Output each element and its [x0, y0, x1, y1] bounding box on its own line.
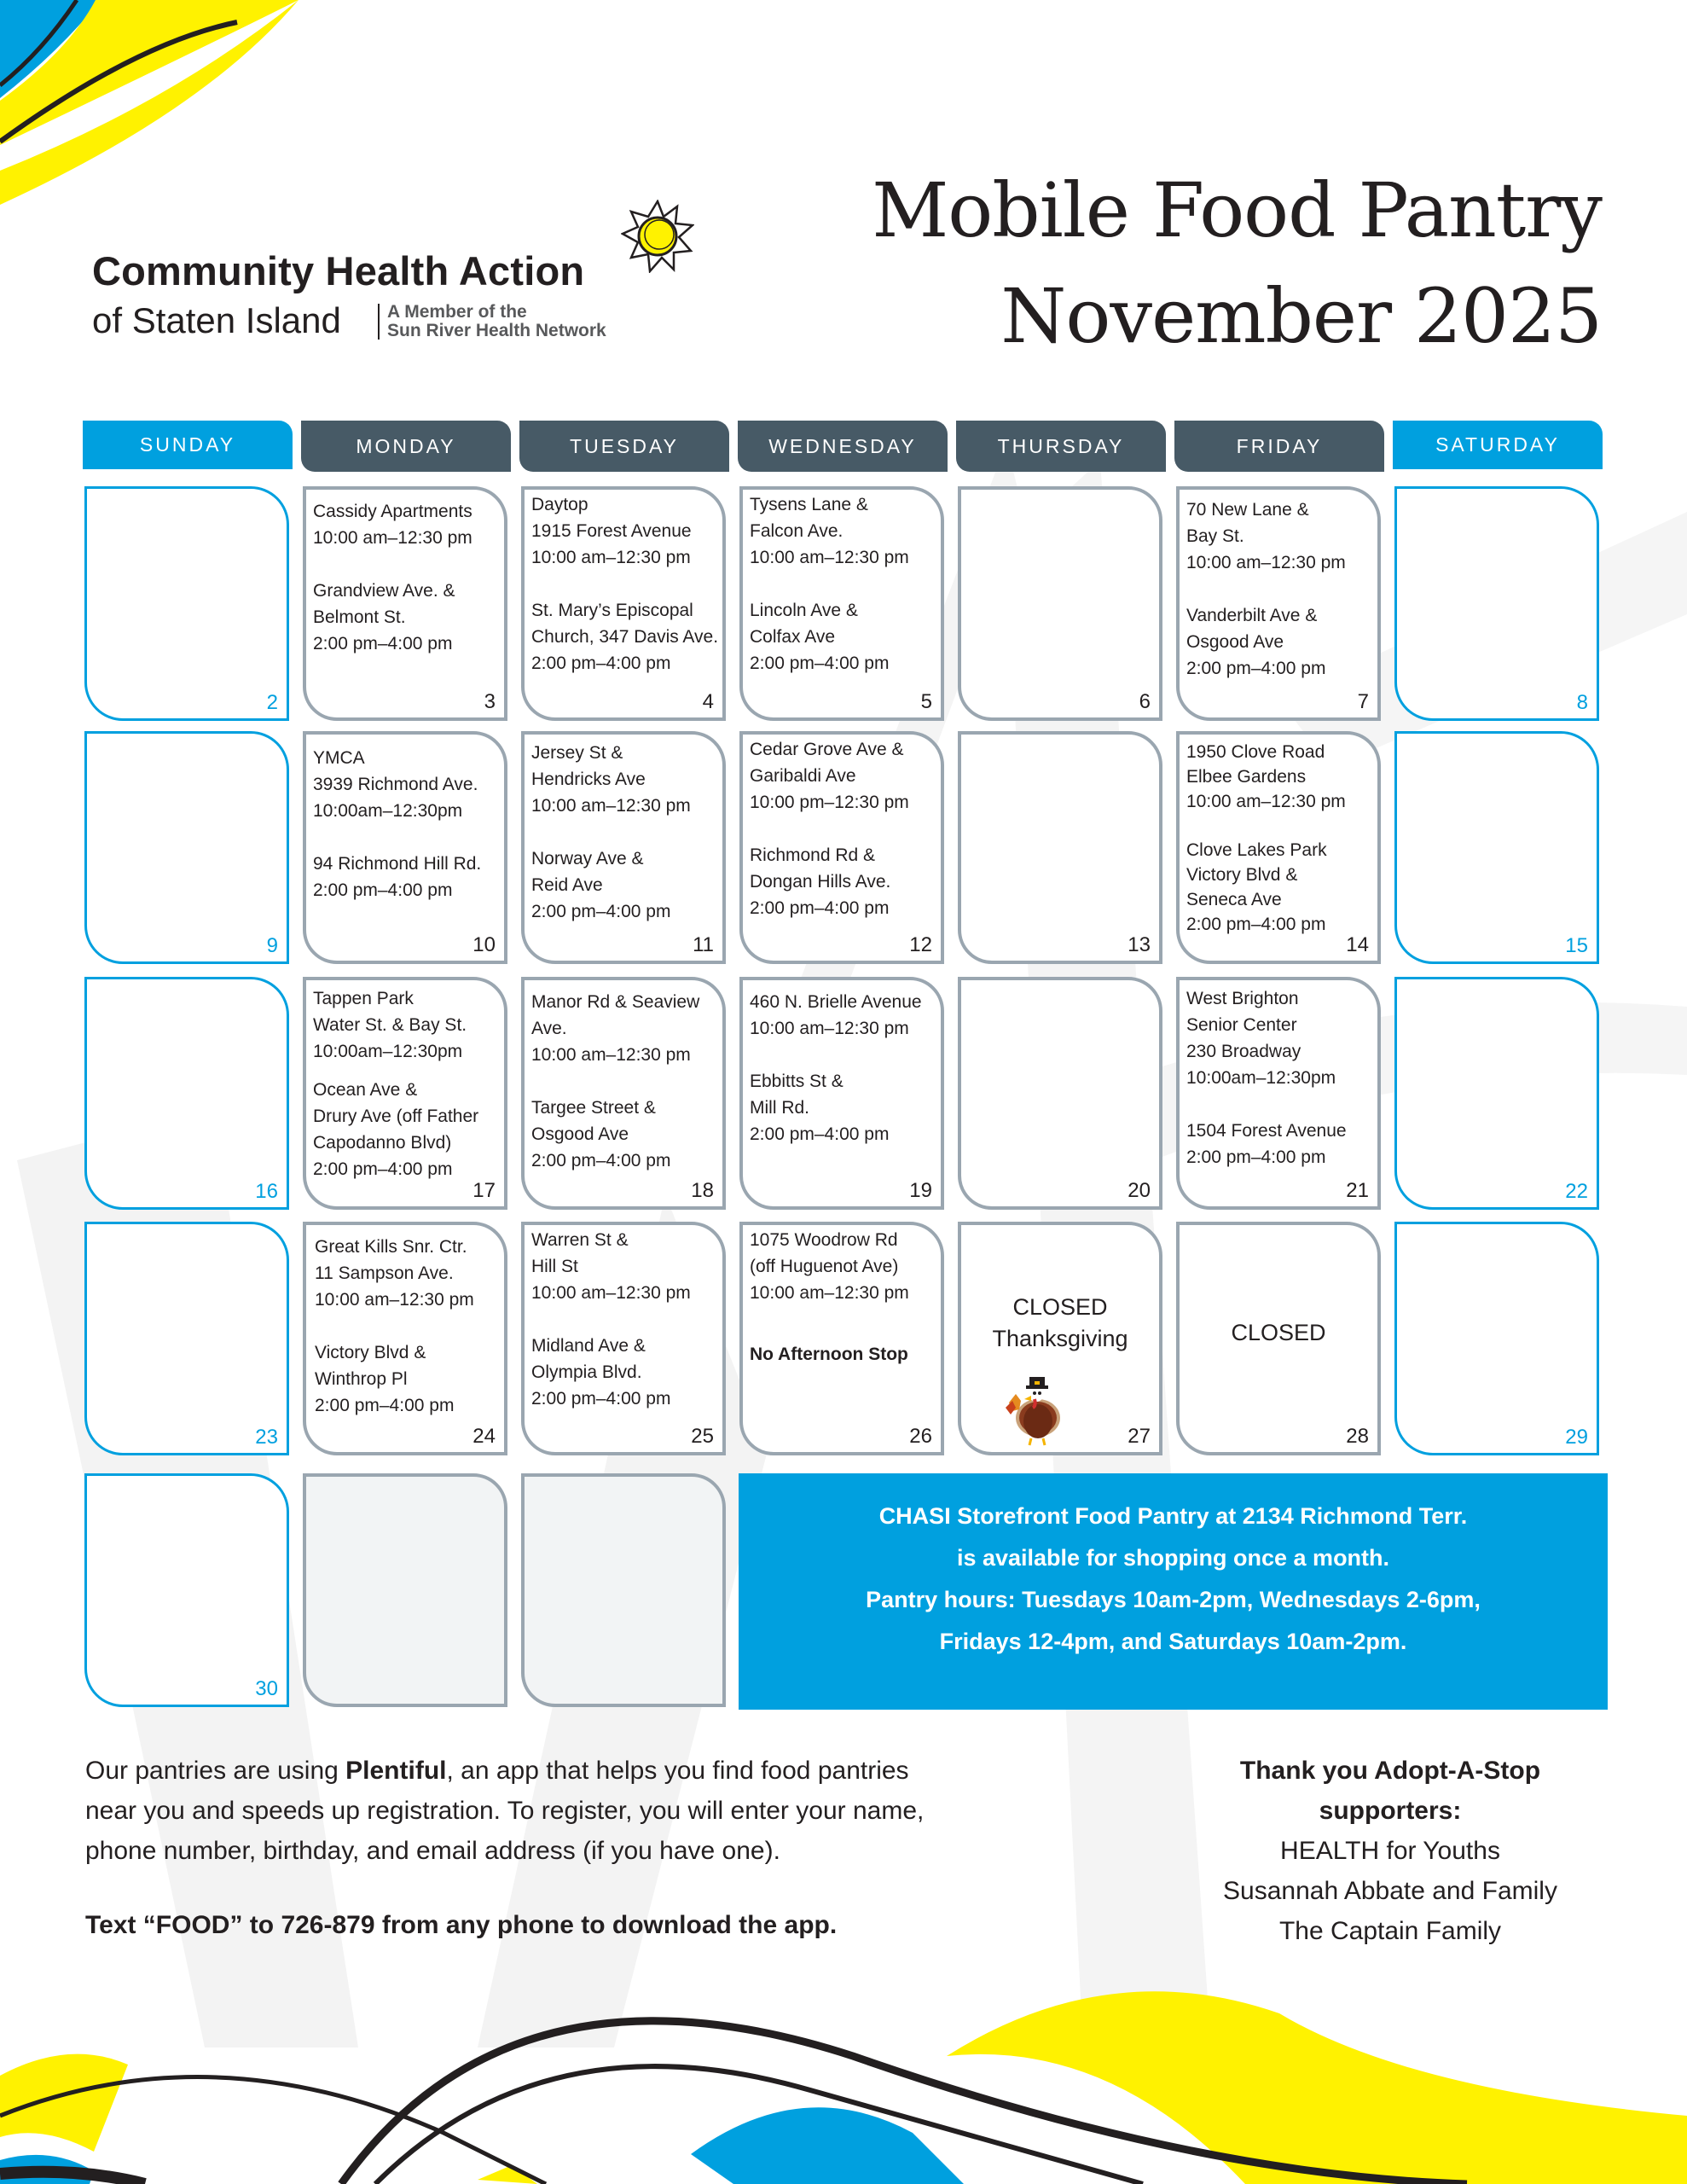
day-number: 7: [1357, 690, 1369, 713]
calendar-day-15[interactable]: [1394, 731, 1599, 964]
stop-time: 2:00 pm–4:00 pm: [531, 1151, 671, 1170]
logo-member-line2: Sun River Health Network: [387, 321, 606, 340]
stop-time: 2:00 pm–4:00 pm: [531, 653, 671, 673]
stop-time: 10:00 am–12:30 pm: [531, 796, 691, 816]
stop-time: 2:00 pm–4:00 pm: [315, 1396, 455, 1415]
stop-time: 10:00 am–12:30 pm: [750, 1019, 909, 1038]
stop-location: YMCA: [313, 748, 365, 768]
supporter-name: The Captain Family: [1278, 1917, 1502, 1945]
stop-time: 2:00 pm–4:00 pm: [1186, 1147, 1326, 1167]
stop-location: 230 Broadway: [1186, 1042, 1301, 1061]
stop-location: Belmont St.: [313, 607, 406, 627]
page-title-month: November 2025: [1000, 272, 1602, 360]
day-header-friday: FRIDAY: [1174, 421, 1384, 472]
stop-location: Hendricks Ave: [531, 770, 646, 789]
stop-location: Great Kills Snr. Ctr.: [315, 1237, 467, 1257]
day-number: 22: [1565, 1180, 1588, 1203]
stop-location: Hill St: [531, 1257, 578, 1276]
calendar-day-24[interactable]: [303, 1222, 507, 1455]
stop-time: 10:00am–12:30pm: [313, 1042, 463, 1061]
closed-label: CLOSED: [1231, 1320, 1326, 1345]
supporter-name: Susannah Abbate and Family: [1223, 1877, 1557, 1905]
calendar-day-18[interactable]: [521, 977, 726, 1210]
stop-info: [531, 989, 719, 1174]
stop-location: 460 N. Brielle Avenue: [750, 992, 922, 1012]
sun-icon: [621, 200, 694, 273]
stop-location: Seneca Ave: [1186, 890, 1282, 909]
stop-location: Capodanno Blvd): [313, 1133, 452, 1153]
day-number: 10: [472, 933, 496, 956]
plentiful-app-name: Plentiful: [345, 1757, 447, 1785]
storefront-line2: is available for shopping once a month.: [956, 1545, 1390, 1571]
stop-location: Victory Blvd &: [1186, 865, 1298, 885]
logo-member-text: [387, 303, 606, 340]
day-number: 9: [266, 934, 278, 957]
day-number: 3: [484, 690, 496, 713]
stop-info: [531, 1227, 719, 1412]
calendar-day-25[interactable]: [521, 1222, 726, 1455]
stop-info: [750, 491, 937, 677]
calendar-day-10[interactable]: [303, 731, 507, 964]
calendar-day-29[interactable]: [1394, 1222, 1599, 1455]
supporter-name: HEALTH for Youths: [1280, 1837, 1500, 1865]
calendar-day-13[interactable]: [958, 731, 1162, 964]
day-header-tuesday: TUESDAY: [519, 421, 729, 472]
calendar-day-6[interactable]: [958, 486, 1162, 721]
storefront-line1: CHASI Storefront Food Pantry at 2134 Richmond Terr.: [878, 1503, 1468, 1529]
turkey-icon: [1002, 1368, 1062, 1447]
stop-time: 10:00 am–12:30 pm: [315, 1290, 474, 1310]
logo-org-name: Community Health Action: [92, 248, 585, 293]
thanks-heading-line1: Thank you Adopt-A-Stop: [1239, 1757, 1541, 1785]
day-number: 12: [909, 933, 932, 956]
day-header-sunday: SUNDAY: [83, 421, 293, 469]
stop-location: Mill Rd.: [750, 1098, 810, 1118]
day-number: 15: [1565, 934, 1588, 957]
stop-location: Vanderbilt Ave &: [1186, 606, 1318, 625]
stop-info: [750, 989, 937, 1147]
day-number: 26: [909, 1425, 932, 1448]
stop-time: 10:00 am–12:30 pm: [750, 1283, 909, 1303]
bottom-wave-decoration: [0, 1962, 1687, 2184]
stop-location: Bay St.: [1186, 526, 1244, 546]
stop-location: Church, 347 Davis Ave.: [531, 627, 719, 647]
stop-time: 2:00 pm–4:00 pm: [750, 1124, 890, 1144]
stop-location: Ebbitts St &: [750, 1072, 844, 1091]
calendar-day-30[interactable]: [84, 1473, 289, 1707]
stop-location: Senior Center: [1186, 1015, 1297, 1035]
stop-location: 3939 Richmond Ave.: [313, 775, 478, 794]
day-number: 24: [472, 1425, 496, 1448]
calendar-day-26[interactable]: [739, 1222, 944, 1455]
stop-time: 10:00am–12:30pm: [313, 801, 463, 821]
day-number: 13: [1128, 933, 1151, 956]
day-number: 6: [1139, 690, 1151, 713]
day-number: 21: [1346, 1179, 1369, 1202]
stop-location: 1075 Woodrow Rd: [750, 1230, 898, 1250]
stop-info: [315, 1234, 501, 1419]
day-number: 14: [1346, 933, 1369, 956]
stop-location: Targee Street &: [531, 1098, 656, 1118]
stop-location: Drury Ave (off Father: [313, 1107, 479, 1126]
day-header-wednesday: WEDNESDAY: [738, 421, 948, 472]
plentiful-pre: Our pantries are using: [85, 1757, 346, 1785]
logo-divider: [378, 304, 380, 340]
stop-time: 2:00 pm–4:00 pm: [313, 880, 453, 900]
logo-member-line1: A Member of the: [387, 302, 527, 322]
day-number: 25: [691, 1425, 714, 1448]
calendar-day-5[interactable]: [739, 486, 944, 721]
plentiful-line3: phone number, birthday, and email address (if you have one).: [85, 1837, 780, 1865]
day-header-saturday: SATURDAY: [1393, 421, 1603, 469]
day-header-monday: MONDAY: [301, 421, 511, 472]
logo-org-location: of Staten Island: [92, 300, 341, 340]
stop-time: 2:00 pm–4:00 pm: [750, 898, 890, 918]
stop-location: Richmond Rd &: [750, 845, 876, 865]
holiday-label: Thanksgiving: [992, 1326, 1128, 1351]
stop-location: Water St. & Bay St.: [313, 1015, 467, 1035]
stop-location: Grandview Ave. &: [313, 581, 455, 601]
calendar-day-20[interactable]: [958, 977, 1162, 1210]
stop-location: Manor Rd & Seaview: [531, 992, 700, 1012]
day-number: 11: [693, 933, 714, 956]
stop-location: Ave.: [531, 1019, 567, 1038]
stop-time: 10:00am–12:30pm: [1186, 1068, 1336, 1088]
stop-location: Falcon Ave.: [750, 521, 844, 541]
stop-time: 10:00 am–12:30 pm: [531, 1283, 691, 1303]
stop-time: 2:00 pm–4:00 pm: [531, 902, 671, 921]
no-afternoon-stop-note: No Afternoon Stop: [750, 1345, 908, 1364]
stop-location: 1950 Clove Road: [1186, 742, 1325, 762]
day-number: 20: [1128, 1179, 1151, 1202]
stop-location: West Brighton: [1186, 989, 1299, 1008]
stop-location: St. Mary’s Episcopal: [531, 601, 693, 620]
stop-location: Colfax Ave: [750, 627, 836, 647]
calendar-day-4[interactable]: [521, 486, 726, 721]
plentiful-line2: near you and speeds up registration. To register, you will enter your name,: [85, 1797, 925, 1825]
calendar-day-22[interactable]: [1394, 977, 1599, 1210]
calendar-day-11[interactable]: [521, 731, 726, 964]
stop-location: Olympia Blvd.: [531, 1362, 642, 1382]
day-number: 16: [255, 1180, 278, 1203]
calendar-day-7[interactable]: [1176, 486, 1381, 721]
stop-time: 2:00 pm–4:00 pm: [750, 653, 890, 673]
stop-location: Osgood Ave: [1186, 632, 1284, 652]
calendar-day-27[interactable]: [958, 1222, 1162, 1455]
text-food-instruction: Text “FOOD” to 726-879 from any phone to download the app.: [85, 1911, 838, 1939]
stop-info: [531, 491, 719, 677]
stop-location: Dongan Hills Ave.: [750, 872, 891, 892]
day-number: 17: [472, 1179, 496, 1202]
stop-info: [531, 740, 719, 925]
stop-time: 10:00 am–12:30 pm: [1186, 792, 1346, 811]
day-header-thursday: THURSDAY: [956, 421, 1166, 472]
stop-info: [1186, 740, 1374, 937]
calendar-day-23[interactable]: [84, 1222, 289, 1455]
day-number: 27: [1128, 1425, 1151, 1448]
stop-location: 1504 Forest Avenue: [1186, 1121, 1347, 1141]
day-number: 8: [1576, 691, 1588, 714]
calendar-day-8[interactable]: [1394, 486, 1599, 721]
day-number: 19: [909, 1179, 932, 1202]
storefront-pantry-info: [739, 1473, 1608, 1710]
stop-location: Norway Ave &: [531, 849, 644, 868]
stop-time: 10:00 am–12:30 pm: [1186, 553, 1346, 572]
stop-location: Reid Ave: [531, 875, 603, 895]
stop-time: 2:00 pm–4:00 pm: [313, 634, 453, 653]
stop-location: Osgood Ave: [531, 1124, 629, 1144]
calendar-day-12[interactable]: [739, 731, 944, 964]
calendar-day-16[interactable]: [84, 977, 289, 1210]
stop-time: 2:00 pm–4:00 pm: [1186, 659, 1326, 678]
stop-time: 2:00 pm–4:00 pm: [531, 1389, 671, 1409]
stop-time: 10:00 am–12:30 pm: [313, 528, 472, 548]
stop-location: Daytop: [531, 495, 588, 514]
stop-location: Cassidy Apartments: [313, 502, 472, 521]
stop-time: 10:00 am–12:30 pm: [531, 1045, 691, 1065]
stop-location: Elbee Gardens: [1186, 767, 1307, 787]
stop-location: Jersey St &: [531, 743, 623, 763]
day-number: 5: [920, 690, 932, 713]
stop-info: [750, 736, 937, 921]
stop-time: 2:00 pm–4:00 pm: [1186, 915, 1326, 934]
stop-info: [1186, 985, 1374, 1170]
calendar-day-9[interactable]: [84, 731, 289, 964]
stop-location: Tappen Park: [313, 989, 414, 1008]
day-number: 23: [255, 1426, 278, 1449]
stop-info: [313, 985, 501, 1182]
plentiful-post: , an app that helps you find food pantries: [446, 1757, 909, 1785]
closed-label: CLOSED: [1012, 1294, 1108, 1320]
stop-location: Ocean Ave &: [313, 1080, 418, 1100]
stop-location: 94 Richmond Hill Rd.: [313, 854, 482, 874]
stop-location: Tysens Lane &: [750, 495, 868, 514]
day-number: 28: [1346, 1425, 1369, 1448]
stop-location: Midland Ave &: [531, 1336, 646, 1356]
stop-location: (off Huguenot Ave): [750, 1257, 899, 1276]
stop-info: [750, 1227, 937, 1368]
calendar-day-2[interactable]: [84, 486, 289, 721]
page-title-line1: Mobile Food Pantry: [872, 166, 1602, 254]
calendar-empty-cell: [521, 1473, 726, 1707]
thanks-heading-line2: supporters:: [1319, 1797, 1462, 1825]
day-number: 29: [1565, 1426, 1588, 1449]
plentiful-info: [85, 1751, 1143, 1871]
stop-location: Winthrop Pl: [315, 1369, 408, 1389]
stop-info: [313, 745, 501, 903]
stop-location: Victory Blvd &: [315, 1343, 426, 1362]
calendar-day-28[interactable]: [1176, 1222, 1381, 1455]
storefront-hours-line1: Pantry hours: Tuesdays 10am-2pm, Wednesdays 2-6pm,: [866, 1587, 1481, 1612]
stop-location: Clove Lakes Park: [1186, 840, 1327, 860]
stop-location: Cedar Grove Ave &: [750, 740, 904, 759]
day-number: 18: [691, 1179, 714, 1202]
stop-location: Lincoln Ave &: [750, 601, 858, 620]
calendar-day-3[interactable]: [303, 486, 507, 721]
adopt-a-stop-thanks: [1151, 1751, 1629, 1951]
day-number: 4: [702, 690, 714, 713]
calendar-day-17[interactable]: [303, 977, 507, 1210]
stop-info: [1186, 497, 1374, 682]
stop-time: 10:00 pm–12:30 pm: [750, 793, 909, 812]
calendar-day-14[interactable]: [1176, 731, 1381, 964]
day-number: 30: [255, 1677, 278, 1700]
day-number: 2: [266, 691, 278, 714]
stop-info: [313, 498, 501, 657]
calendar-day-19[interactable]: [739, 977, 944, 1210]
calendar-day-21[interactable]: [1176, 977, 1381, 1210]
stop-time: 10:00 am–12:30 pm: [750, 548, 909, 567]
stop-location: 11 Sampson Ave.: [315, 1263, 454, 1283]
stop-time: 10:00 am–12:30 pm: [531, 548, 691, 567]
stop-time: 2:00 pm–4:00 pm: [313, 1159, 453, 1179]
stop-location: 70 New Lane &: [1186, 500, 1309, 520]
calendar-empty-cell: [303, 1473, 507, 1707]
storefront-hours-line2: Fridays 12-4pm, and Saturdays 10am-2pm.: [939, 1629, 1407, 1654]
stop-location: 1915 Forest Avenue: [531, 521, 692, 541]
stop-location: Garibaldi Ave: [750, 766, 856, 786]
stop-location: Warren St &: [531, 1230, 629, 1250]
